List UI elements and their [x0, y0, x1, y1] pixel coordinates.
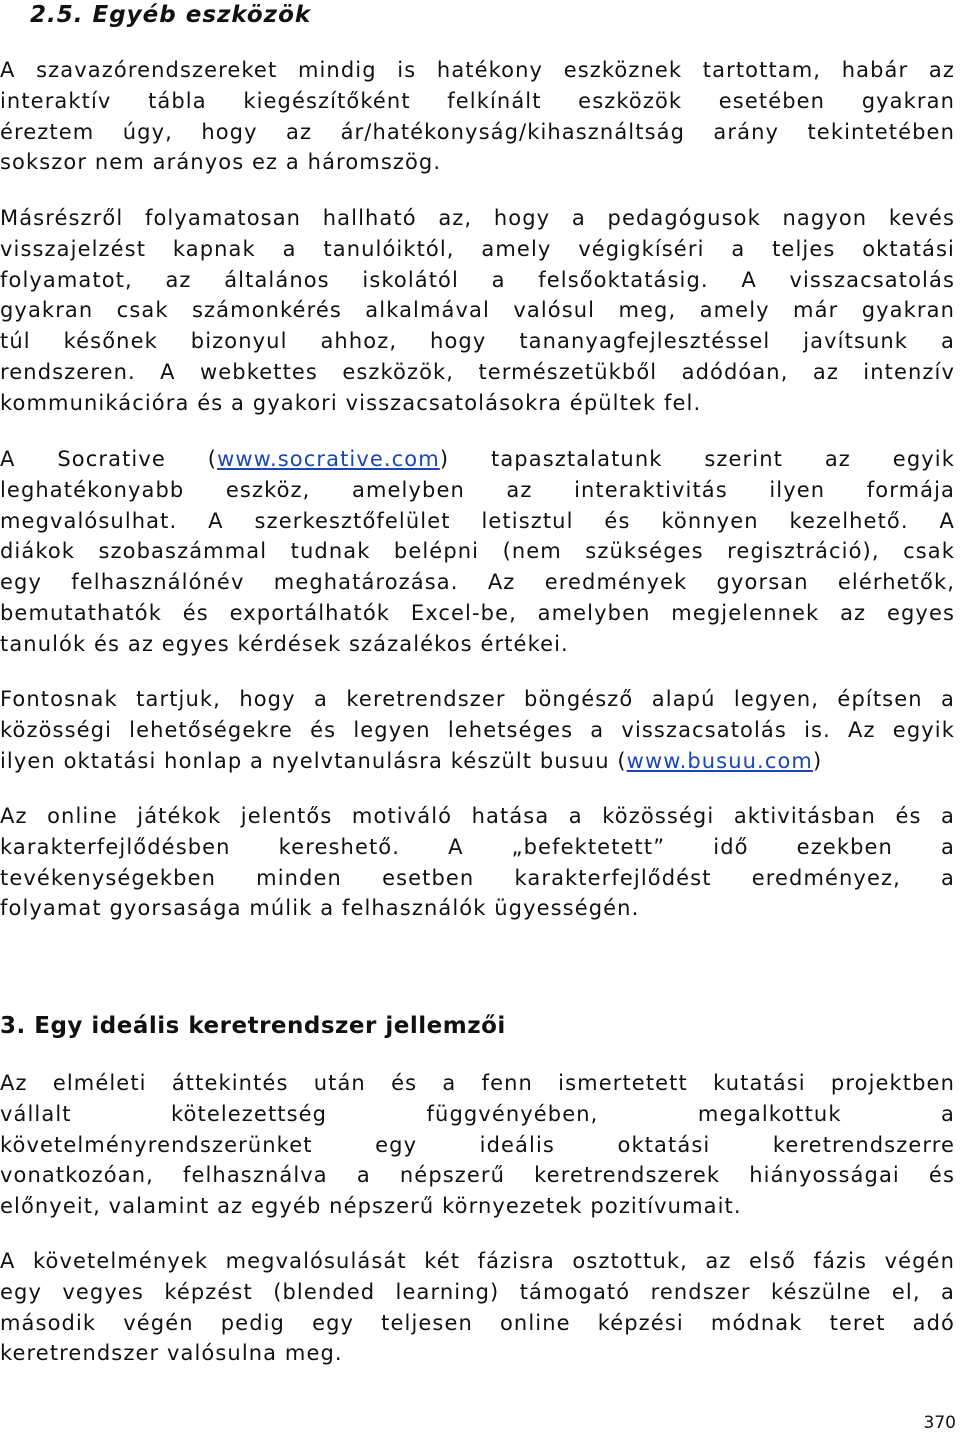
- text-line: éreztem úgy, hogy az ár/hatékonyság/kihasználtság arány tekintetében: [0, 119, 955, 144]
- text-line: leghatékonyabb eszköz, amelyben az interaktivitás ilyen formája: [0, 477, 955, 502]
- text-line: keretrendszer valósulna meg.: [0, 1341, 343, 1366]
- paragraph-requirements: [0, 1068, 955, 1222]
- text-line: kommunikációra és a gyakori visszacsatolásokra épültek fel.: [0, 390, 702, 415]
- text-line: egy felhasználónév meghatározása. Az eredmények gyorsan elérhetők,: [0, 570, 955, 595]
- text-line: követelményrendszerünket egy ideális oktatási keretrendszerre: [0, 1132, 955, 1157]
- text-line: Az online játékok jelentős motiváló hatása a közösségi aktivitásban és a: [0, 804, 955, 828]
- busuu-link[interactable]: www.busuu.com: [626, 748, 813, 773]
- text-line: folyamat gyorsasága múlik a felhasználók ügyességén.: [0, 896, 640, 921]
- text-line: interaktív tábla kiegészítőként felkínált eszközök esetében gyakran: [0, 88, 955, 113]
- paragraph-phases: [0, 1246, 955, 1369]
- paragraph-busuu: [0, 684, 955, 776]
- text-line: vállalt kötelezettség függvényében, megalkottuk a: [0, 1101, 955, 1126]
- text-line: A szavazórendszereket mindig is hatékony eszköznek tartottam, habár az: [0, 58, 955, 82]
- text-fragment: ) tapasztalatunk szerint az egyik: [439, 447, 955, 471]
- page-number: 370: [923, 1413, 956, 1433]
- text-line: vonatkozóan, felhasználva a népszerű keretrendszerek hiányosságai és: [0, 1163, 955, 1188]
- text-line: gyakran csak számonkérés alkalmával valósul meg, amely már gyakran: [0, 298, 955, 323]
- paragraph-voting-systems: [0, 55, 955, 178]
- text-line: Másrészről folyamatosan hallható az, hogy a pedagógusok nagyon kevés: [0, 206, 955, 230]
- text-line: [0, 444, 955, 475]
- paragraph-feedback: [0, 203, 955, 419]
- text-line: tevékenységekben minden esetben karakterfejlődést eredményez, a: [0, 865, 955, 890]
- text-line: karakterfejlődésben kereshető. A „befektetett” idő ezekben a: [0, 834, 955, 859]
- text-line: egy vegyes képzést (blended learning) támogató rendszer készülne el, a: [0, 1279, 955, 1304]
- text-line: bemutathatók és exportálhatók Excel-be, amelyben megjelennek az egyes: [0, 600, 955, 625]
- text-line: Az elméleti áttekintés után és a fenn ismertetett kutatási projektben: [0, 1071, 955, 1095]
- text-line: diákok szobaszámmal tudnak belépni (nem szükséges regisztráció), csak: [0, 539, 955, 564]
- chapter-heading: [0, 1010, 506, 1042]
- text-line: [0, 746, 955, 777]
- section-heading: [30, 0, 311, 30]
- text-fragment: ilyen oktatási honlap a nyelvtanulásra készült busuu (: [0, 748, 627, 773]
- text-fragment: A Socrative (: [0, 447, 218, 471]
- text-line: sokszor nem arányos ez a háromszög.: [0, 150, 442, 175]
- text-line: megvalósulhat. A szerkesztőfelület letisztul és könnyen kezelhető. A: [0, 508, 955, 533]
- socrative-link[interactable]: www.socrative.com: [217, 447, 440, 471]
- section-title: 2.5. Egyéb eszközök: [30, 2, 312, 28]
- text-line: túl későnek bizonyul ahhoz, hogy tananyagfejlesztéssel javítsunk a: [0, 329, 955, 354]
- text-line: rendszeren. A webkettes eszközök, természetükből adódóan, az intenzív: [0, 359, 955, 384]
- text-line: tanulók és az egyes kérdések százalékos értékei.: [0, 631, 569, 656]
- text-line: előnyeit, valamint az egyéb népszerű környezetek pozitívumait.: [0, 1194, 742, 1219]
- text-line: visszajelzést kapnak a tanulóiktól, amely végigkíséri a teljes oktatási: [0, 236, 955, 261]
- text-fragment: ): [812, 748, 823, 773]
- text-line: közösségi lehetőségekre és legyen lehetséges a visszacsatolás is. Az egyik: [0, 717, 955, 742]
- text-line: Fontosnak tartjuk, hogy a keretrendszer böngésző alapú legyen, építsen a: [0, 687, 955, 711]
- text-line: A követelmények megvalósulását két fázisra osztottuk, az első fázis végén: [0, 1249, 955, 1273]
- chapter-title: 3. Egy ideális keretrendszer jellemzői: [0, 1013, 506, 1039]
- paragraph-socrative: [0, 444, 955, 660]
- text-line: második végén pedig egy teljesen online képzési módnak teret adó: [0, 1310, 955, 1335]
- paragraph-online-games: [0, 801, 955, 924]
- text-line: folyamatot, az általános iskolától a felsőoktatásig. A visszacsatolás: [0, 267, 955, 292]
